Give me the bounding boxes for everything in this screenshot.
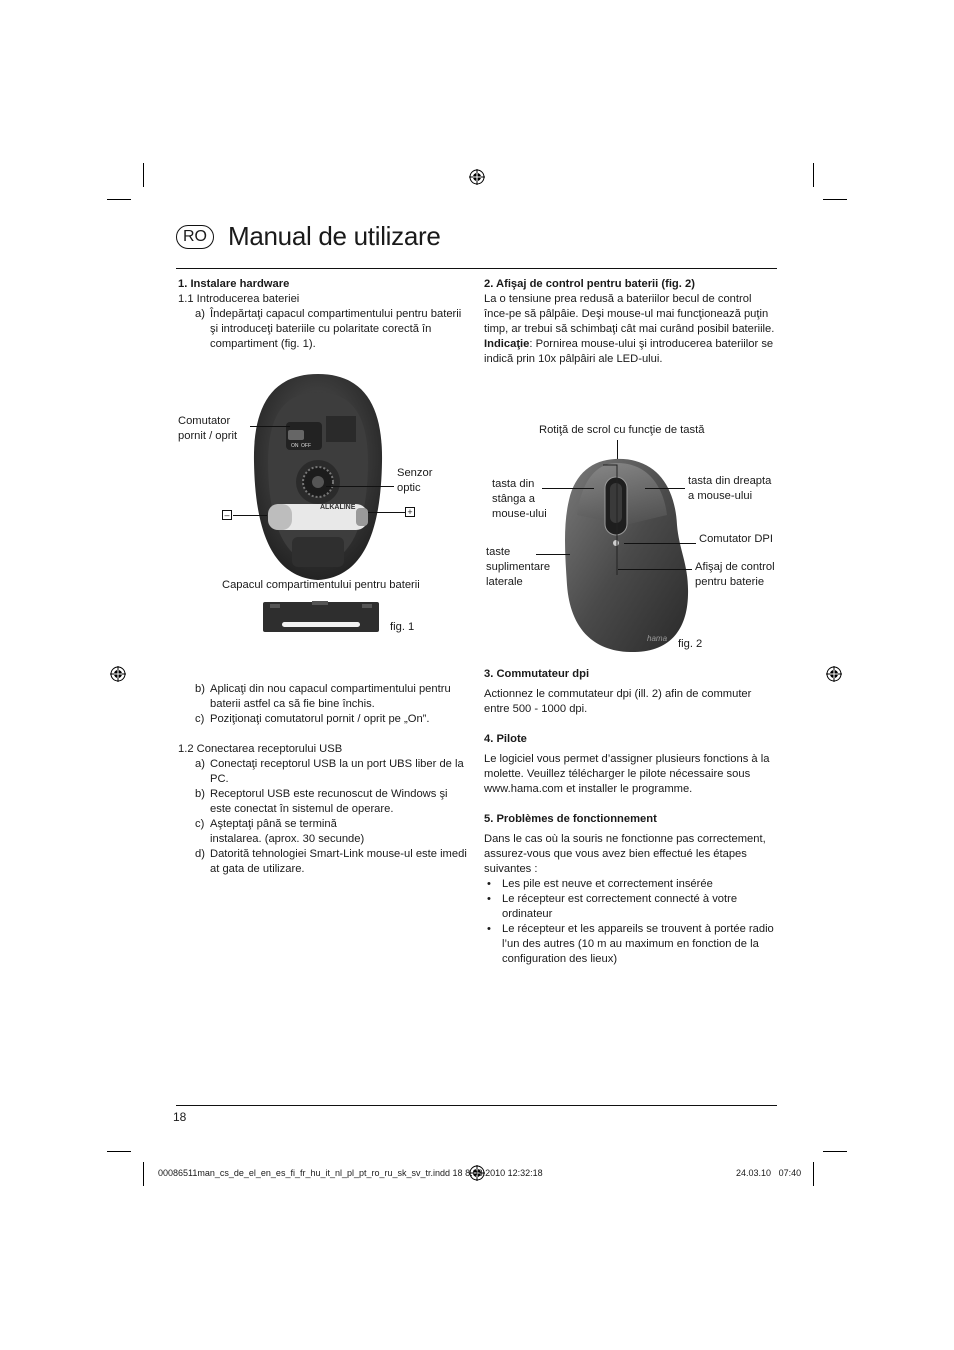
callout-dpi-switch: Comutator DPI	[699, 533, 773, 545]
footer-file-name	[158, 1168, 543, 1179]
callout-line	[624, 543, 696, 544]
left-column-top	[178, 277, 468, 352]
callout-line	[618, 569, 692, 570]
minus-sign: –	[224, 510, 230, 520]
callout-line	[542, 488, 594, 489]
list-item-label: b)	[195, 683, 205, 695]
list-item-label: c)	[195, 713, 205, 725]
right-column-top	[484, 277, 776, 367]
section-title-battery-display: 2. Afişaj de control pentru baterii (fig. 2)	[484, 278, 695, 290]
list-item	[178, 757, 468, 787]
crop-mark	[823, 1151, 847, 1152]
footer-rule	[176, 1105, 777, 1106]
bullet: •	[487, 893, 491, 905]
list-item-text: Conectaţi receptorul USB la un port UBS liber de la PC.	[210, 758, 464, 785]
callout-line	[326, 486, 394, 487]
fig1-caption: fig. 1	[390, 621, 415, 633]
section-title-driver: 4. Pilote	[484, 733, 527, 745]
callout-right-button: tasta din dreapta a mouse-ului	[688, 475, 772, 502]
list-item	[484, 922, 776, 967]
mouse-top-illustration	[555, 455, 695, 655]
switch-on-text: ON	[291, 443, 299, 449]
battery-cover-illustration	[262, 600, 380, 634]
footer-date	[736, 1168, 801, 1179]
list-item-label: b)	[195, 788, 205, 800]
callout-battery-indicator: Afişaj de control pentru baterie	[695, 561, 775, 588]
bullet: •	[487, 878, 491, 890]
list-item	[178, 847, 468, 877]
list-item-text: Îndepărtaţi capacul compartimentului pentru baterii şi introduceţi bateriile cu polaritate corectă în compartiment (fig. 1).	[210, 308, 462, 350]
section-title-dpi: 3. Commutateur dpi	[484, 668, 590, 680]
battery-note	[484, 337, 776, 367]
list-item-label: a)	[195, 308, 205, 320]
bullet-text: Les pile est neuve et correctement insérée	[502, 878, 713, 890]
battery-display-text: La o tensiune prea redusă a bateriilor becul de control înce-pe să pâlpâie. Deşi mouse-ul mai funcţionează puţin timp, ar trebui să schimbaţi cât mai curând posibil bateriile.	[484, 293, 775, 335]
callout-line	[250, 426, 290, 427]
plus-sign: +	[407, 507, 413, 517]
battery-brand-text: ALKALINE	[320, 504, 356, 511]
minus-box	[222, 510, 232, 520]
list-item	[484, 877, 776, 892]
driver-text: Le logiciel vous permet d’assigner plusieurs fonctions à la molette. Veuillez télécharger le pilote nécessaire sous www.hama.com et installer le programme.	[484, 753, 770, 795]
bullet: •	[487, 923, 491, 935]
section-title-hardware: 1. Instalare hardware	[178, 278, 290, 290]
subsection-title-usb: 1.2 Conectarea receptorului USB	[178, 743, 343, 755]
file-suffix-text: 8.03.2010 12:32:18	[465, 1168, 543, 1178]
list-item-label: d)	[195, 848, 205, 860]
callout-sensor: Senzor optic	[397, 467, 433, 494]
list-item-text: Poziţionaţi comutatorul pornit / oprit pe „On”.	[210, 713, 430, 725]
callout-switch: Comutator pornit / oprit	[178, 415, 238, 442]
callout-left-button: tasta din stânga a mouse-ului	[492, 478, 547, 520]
file-name-text: 00086511man_cs_de_el_en_es_fi_fr_hu_it_nl_pl_pt_ro_ru_sk_sv_tr.indd 18	[158, 1168, 463, 1178]
crop-mark	[107, 1151, 131, 1152]
list-item-text: Aplicaţi din nou capacul compartimentului pentru baterii astfel ca să fie bine închis.	[210, 683, 451, 710]
right-column-bottom	[484, 667, 776, 967]
note-text: : Pornirea mouse-ului şi introducerea bateriilor se indică prin 10x pâlpâiri ale LED-ului.	[484, 338, 774, 365]
list-item-text: Datorită tehnologiei Smart-Link mouse-ul este imedi at gata de utilizare.	[210, 848, 467, 875]
registration-mark-icon	[826, 666, 842, 682]
header-rule	[176, 268, 777, 269]
list-item-text: Receptorul USB este recunoscut de Windows şi este conectat în sistemul de operare.	[210, 788, 448, 815]
crop-mark	[143, 1162, 144, 1186]
subsection-title-battery: 1.1 Introducerea bateriei	[178, 293, 300, 305]
callout-line	[368, 512, 405, 513]
list-item	[178, 787, 468, 817]
section-title-troubleshooting: 5. Problèmes de fonctionnement	[484, 813, 657, 825]
note-label: Indicaţie	[484, 338, 530, 350]
crop-mark	[107, 199, 131, 200]
list-item	[484, 892, 776, 922]
crop-mark	[143, 163, 144, 187]
list-item-label: c)	[195, 818, 205, 830]
bullet-text: Le récepteur est correctement connecté à votre ordinateur	[502, 893, 738, 920]
callout-scroll-wheel: Rotiţă de scrol cu funcţie de tastă	[539, 424, 705, 436]
language-badge	[176, 225, 214, 249]
mouse-brand-text: hama	[647, 634, 668, 643]
date-text: 24.03.10	[736, 1168, 772, 1178]
registration-mark-icon	[469, 169, 485, 185]
language-badge-text: RO	[183, 228, 207, 245]
left-column-bottom	[178, 682, 468, 877]
list-item	[178, 682, 468, 712]
mouse-bottom-illustration	[248, 372, 388, 582]
fig2-caption: fig. 2	[678, 638, 703, 650]
callout-line	[645, 488, 685, 489]
callout-line	[536, 554, 570, 555]
page-number: 18	[173, 1110, 187, 1124]
list-item	[178, 817, 468, 847]
dpi-text: Actionnez le commutateur dpi (ill. 2) afin de commuter entre 500 - 1000 dpi.	[484, 688, 752, 715]
list-item-label: a)	[195, 758, 205, 770]
crop-mark	[813, 1162, 814, 1186]
list-item	[178, 712, 468, 727]
plus-box	[405, 507, 415, 517]
time-text: 07:40	[778, 1168, 802, 1178]
troubleshooting-text: Dans le cas où la souris ne fonctionne pas correctement, assurez-vous que vous avez bien effectué les étapes suivantes :	[484, 833, 766, 875]
list-item	[178, 307, 468, 352]
cover-label: Capacul compartimentului pentru baterii	[222, 579, 420, 591]
switch-off-text: OFF	[301, 443, 311, 449]
bullet-text: Le récepteur et les appareils se trouvent à portée radio l’un des autres (10 m au maximum en fonction de la configuration des lieux)	[502, 923, 774, 965]
crop-mark	[813, 163, 814, 187]
callout-line	[233, 515, 267, 516]
registration-mark-icon	[110, 666, 126, 682]
crop-mark	[823, 199, 847, 200]
callout-side-buttons: taste suplimentare laterale	[486, 546, 551, 588]
page-title: Manual de utilizare	[228, 221, 441, 251]
list-item-text: Aşteptaţi până se termină instalarea. (aprox. 30 secunde)	[210, 818, 365, 845]
